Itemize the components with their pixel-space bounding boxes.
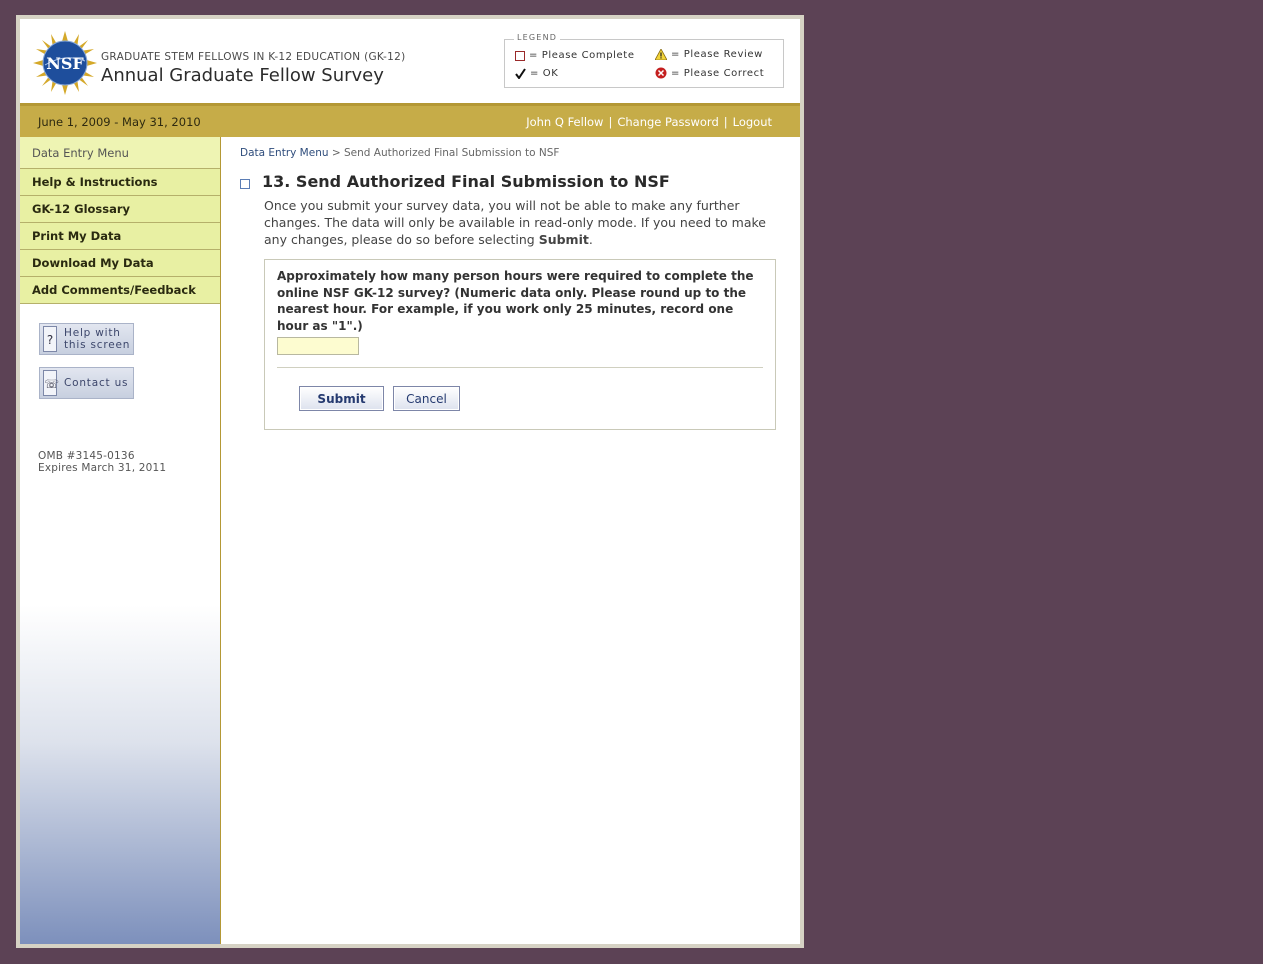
separator: | [608,115,613,129]
help-button-line2: this screen [64,339,131,351]
legend-label: = Please Review [671,49,763,60]
page [20,19,800,944]
legend-title: LEGEND [514,33,560,42]
legend-label: = Please Correct [671,67,765,79]
change-password-link[interactable]: Change Password [617,115,719,129]
checkmark-icon [515,68,526,79]
sidebar-item-download-data[interactable]: Download My Data [20,250,220,277]
breadcrumb-separator: > [331,147,341,159]
legend-please-complete [515,50,635,61]
question-text: Approximately how many person hours were required to complete the online NSF GK-12 survey? (Numeric data only. Please round up to the nearest hour. For example, if you work only 25 minutes, record one hour as "1".) [277,269,754,333]
please-complete-status-icon [240,179,250,189]
question-icon: ? [43,326,57,352]
intro-body: Once you submit your survey data, you will not be able to make any further changes. The data will only be available in read-only mode. If you need to make any changes, please do so before selecting [264,198,766,247]
legend-label: = OK [530,68,559,79]
empty-box-icon [515,51,525,61]
legend-please-correct [655,67,764,79]
sidebar-item-print-data[interactable]: Print My Data [20,223,220,250]
intro-text [264,197,784,248]
nsf-logo [33,31,97,95]
help-with-screen-button[interactable] [39,323,134,355]
cancel-button[interactable]: Cancel [393,386,460,411]
warning-icon [655,49,667,60]
page-title: Annual Graduate Fellow Survey [101,65,384,86]
sidebar-item-comments-feedback[interactable]: Add Comments/Feedback [20,277,220,304]
intro-period: . [588,232,593,247]
divider [277,367,763,368]
sidebar [20,137,221,944]
help-button-line1: Help with [64,327,121,339]
intro-submit-emphasis: Submit [538,232,589,247]
legend [504,33,784,88]
header-band [20,103,800,137]
person-hours-input[interactable] [277,337,359,355]
user-name-link[interactable]: John Q Fellow [526,115,604,129]
omb-expiry: Expires March 31, 2011 [38,462,167,474]
logout-link[interactable]: Logout [732,115,772,129]
error-icon [655,67,667,79]
user-links [526,115,772,129]
breadcrumb [240,147,559,159]
logo-text: NSF [46,54,84,73]
legend-label: = Please Complete [529,50,635,61]
phone-icon: ☏ [43,370,57,396]
separator: | [723,115,728,129]
breadcrumb-data-entry-menu-link[interactable]: Data Entry Menu [240,147,329,159]
reporting-period: June 1, 2009 - May 31, 2010 [38,115,201,129]
sidebar-item-help-instructions[interactable]: Help & Instructions [20,169,220,196]
sidebar-item-glossary[interactable]: GK-12 Glossary [20,196,220,223]
contact-us-button[interactable] [39,367,134,399]
contact-button-label: Contact us [64,377,129,389]
help-button-label [64,327,130,351]
legend-ok [515,68,558,79]
data-entry-menu-link[interactable]: Data Entry Menu [20,137,220,169]
legend-please-review [655,49,763,60]
question-box [264,259,776,430]
program-kicker: GRADUATE STEM FELLOWS IN K-12 EDUCATION (GK-12) [101,51,406,63]
submit-button[interactable]: Submit [299,386,384,411]
omb-notice [38,450,166,474]
section-heading: 13. Send Authorized Final Submission to NSF [262,172,670,191]
omb-number: OMB #3145-0136 [38,450,135,462]
header [20,19,800,103]
main-content [221,137,800,944]
page-frame [16,15,804,948]
breadcrumb-current: Send Authorized Final Submission to NSF [344,147,560,159]
